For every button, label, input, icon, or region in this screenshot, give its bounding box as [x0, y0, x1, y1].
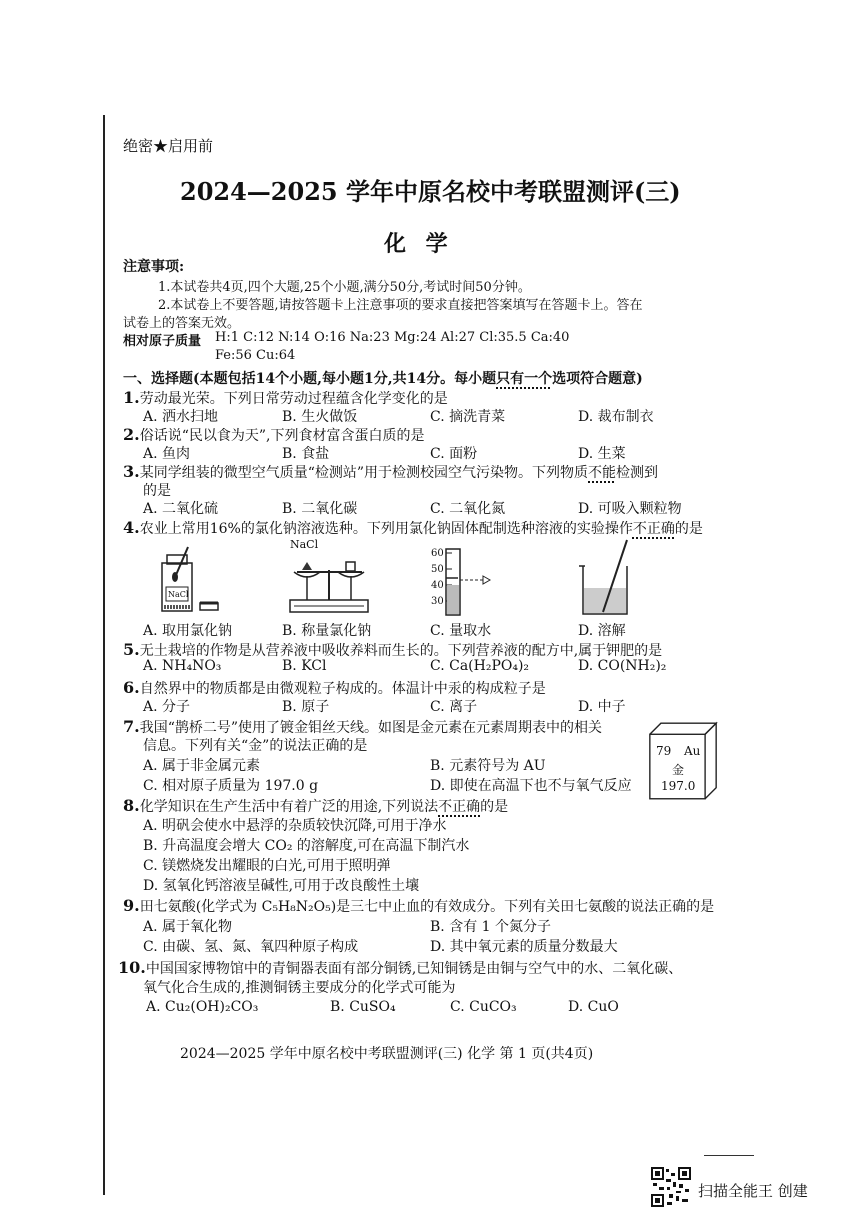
q5-option-c: C. Ca(H₂PO₄)₂	[430, 658, 530, 674]
atomic-mass-values-2: Fe:56 Cu:64	[215, 348, 296, 363]
cyl-tick-30: 30	[431, 596, 444, 607]
question-7-stem-cont: 信息。下列有关“金”的说法正确的是	[143, 738, 368, 754]
q6-option-d: D. 中子	[578, 699, 626, 715]
q3-option-d: D. 可吸入颗粒物	[578, 501, 682, 517]
q2-option-c: C. 面粉	[430, 446, 478, 462]
question-8-stem: 8.化学知识在生产生活中有着广泛的用途,下列说法不正确的是	[123, 796, 509, 815]
q3-option-a: A. 二氧化硫	[143, 501, 219, 517]
fig-balance-nacl-label: NaCl	[290, 538, 319, 551]
q5-option-b: B. KCl	[282, 658, 327, 674]
page-footer: 2024—2025 学年中原名校中考联盟测评(三) 化学 第 1 页(共4页)	[180, 1046, 594, 1062]
question-3-stem-cont: 的是	[143, 483, 171, 499]
question-2-stem: 2.俗话说“民以食为天”,下列食材富含蛋白质的是	[123, 425, 425, 444]
cyl-tick-50: 50	[431, 564, 444, 575]
atomic-mass-values-1: H:1 C:12 N:14 O:16 Na:23 Mg:24 Al:27 Cl:35.5 Ca:40	[215, 330, 570, 345]
q6-option-b: B. 原子	[282, 699, 330, 715]
fig-bottle-label: NaCl	[168, 590, 189, 599]
q8-option-c: C. 镁燃烧发出耀眼的白光,可用于照明弹	[143, 858, 391, 874]
binding-margin-line	[103, 115, 105, 1195]
cyl-tick-40: 40	[431, 580, 444, 591]
element-number: 79	[656, 744, 672, 758]
exam-title: 2024—2025 学年中原名校中考联盟测评(三)	[180, 177, 681, 206]
q4-option-b: B. 称量氯化钠	[282, 623, 372, 639]
question-3-stem: 3.某同学组装的微型空气质量“检测站”用于检测校园空气污染物。下列物质不能检测到	[123, 462, 659, 481]
element-symbol: Au	[684, 744, 701, 758]
element-name: 金	[672, 763, 685, 777]
q2-option-a: A. 鱼肉	[143, 446, 191, 462]
scanner-watermark: 扫描全能王 创建	[698, 1182, 808, 1200]
q8-option-b: B. 升高温度会增大 CO₂ 的溶解度,可在高温下制汽水	[143, 838, 470, 854]
q7-option-d: D. 即使在高温下也不与氧气反应	[430, 778, 632, 794]
question-5-stem: 5.无土栽培的作物是从营养液中吸收养料而生长的。下列营养液的配方中,属于钾肥的是	[123, 640, 663, 659]
question-6-stem: 6.自然界中的物质都是由微观粒子构成的。体温计中汞的构成粒子是	[123, 678, 546, 697]
section-1-heading: 一、选择题(本题包括14个小题,每小题1分,共14分。每小题只有一个选项符合题意)	[123, 371, 643, 387]
element-mass: 197.0	[661, 779, 696, 793]
notice-item-2: 2.本试卷上不要答题,请按答题卡上注意事项的要求直接把答案填写在答题卡上。答在	[158, 298, 643, 313]
q10-option-a: A. Cu₂(OH)₂CO₃	[146, 999, 259, 1015]
fig-weigh-nacl	[282, 548, 377, 618]
q2-option-d: D. 生菜	[578, 446, 626, 462]
subject-title: 化 学	[384, 231, 454, 257]
q2-option-b: B. 食盐	[282, 446, 330, 462]
fig-take-nacl	[150, 545, 230, 615]
q5-option-d: D. CO(NH₂)₂	[578, 658, 667, 674]
q3-option-b: B. 二氧化碳	[282, 501, 358, 517]
q4-option-a: A. 取用氯化钠	[143, 623, 233, 639]
q10-option-b: B. CuSO₄	[330, 999, 396, 1015]
q6-option-c: C. 离子	[430, 699, 478, 715]
q3-option-c: C. 二氧化氮	[430, 501, 506, 517]
q7-option-a: A. 属于非金属元素	[143, 758, 261, 774]
q4-option-d: D. 溶解	[578, 623, 626, 639]
notice-item-1: 1.本试卷共4页,四个大题,25个小题,满分50分,考试时间50分钟。	[158, 280, 531, 295]
q1-option-a: A. 洒水扫地	[143, 409, 219, 425]
cyl-tick-60: 60	[431, 548, 444, 559]
q10-option-c: C. CuCO₃	[450, 999, 517, 1015]
confidential-mark: 绝密★启用前	[123, 137, 214, 155]
q8-option-d: D. 氢氧化钙溶液呈碱性,可用于改良酸性土壤	[143, 878, 420, 894]
q1-option-c: C. 摘洗青菜	[430, 409, 506, 425]
q7-option-b: B. 元素符号为 AU	[430, 758, 546, 774]
q4-option-c: C. 量取水	[430, 623, 492, 639]
question-9-stem: 9.田七氨酸(化学式为 C₅H₈N₂O₅)是三七中止血的有效成分。下列有关田七氨酸的说法正确的是	[123, 896, 715, 915]
q9-option-c: C. 由碳、氢、氮、氧四种原子构成	[143, 939, 359, 955]
q10-option-d: D. CuO	[568, 999, 619, 1015]
q9-option-d: D. 其中氧元素的质量分数最大	[430, 939, 618, 955]
question-10-stem-cont: 氧气化合生成的,推测铜锈主要成分的化学式可能为	[143, 980, 456, 996]
footer-rule	[704, 1155, 754, 1156]
notice-heading: 注意事项:	[123, 259, 185, 275]
notice-item-2-cont: 试卷上的答案无效。	[123, 316, 241, 331]
question-4-stem: 4.农业上常用16%的氯化钠溶液选种。下列用氯化钠固体配制选种溶液的实验操作不正确的是	[123, 518, 703, 537]
question-7-stem: 7.我国“鹊桥二号”使用了镀金钼丝天线。如图是金元素在元素周期表中的相关	[123, 717, 603, 736]
q9-option-a: A. 属于氧化物	[143, 919, 233, 935]
q1-option-b: B. 生火做饭	[282, 409, 358, 425]
q7-option-c: C. 相对原子质量为 197.0 g	[143, 778, 319, 794]
fig-dissolve	[575, 538, 645, 618]
qr-code-icon	[651, 1167, 691, 1207]
question-1-stem: 1.劳动最光荣。下列日常劳动过程蕴含化学变化的是	[123, 388, 448, 407]
q9-option-b: B. 含有 1 个氮分子	[430, 919, 551, 935]
q5-option-a: A. NH₄NO₃	[143, 658, 222, 674]
q6-option-a: A. 分子	[143, 699, 191, 715]
atomic-mass-label: 相对原子质量	[123, 334, 202, 349]
q8-option-a: A. 明矾会使水中悬浮的杂质较快沉降,可用于净水	[143, 818, 447, 834]
q1-option-d: D. 裁布制衣	[578, 409, 654, 425]
question-10-stem: 10.中国国家博物馆中的青铜器表面有部分铜锈,已知铜锈是由铜与空气中的水、二氧化碳、	[118, 958, 683, 977]
